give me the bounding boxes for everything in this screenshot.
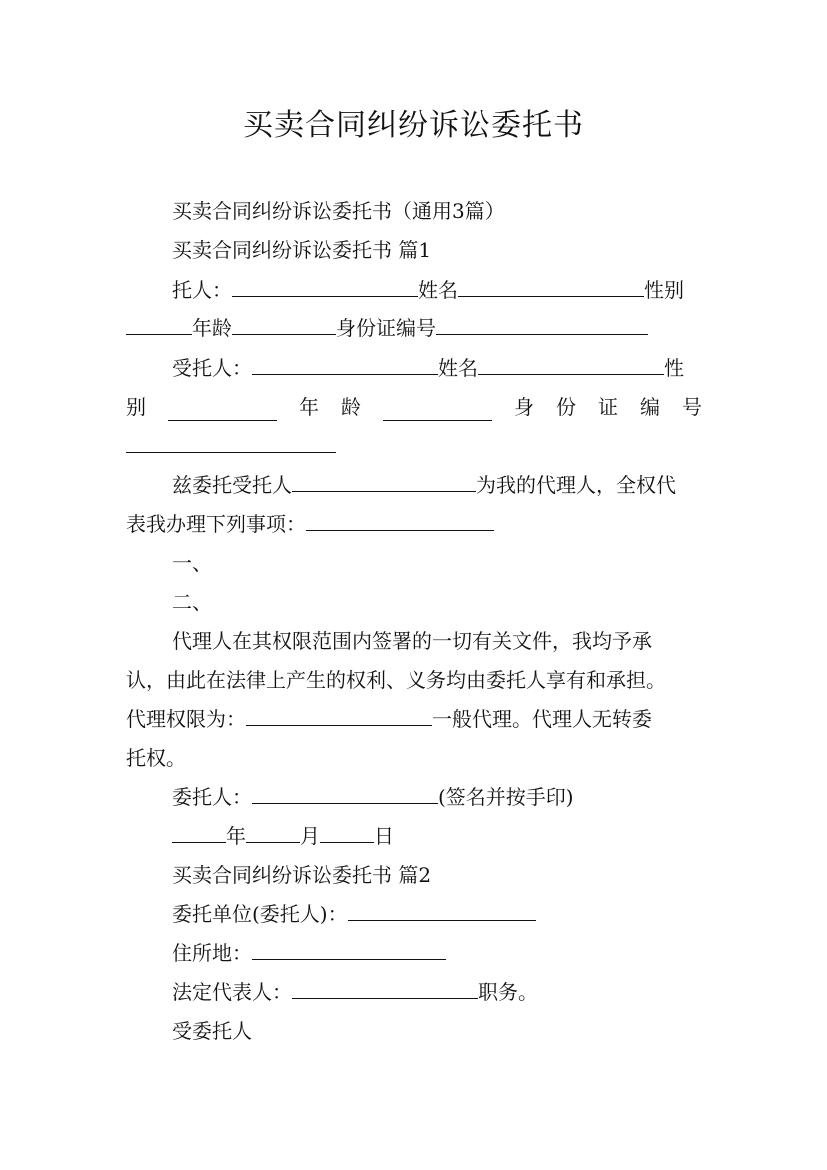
authority-text: 一般代理。代理人无转委 xyxy=(432,707,652,731)
agent-id-char-3: 证 xyxy=(598,395,618,419)
item-1: 一、 xyxy=(172,551,212,575)
month-blank xyxy=(246,822,300,843)
principal-blank xyxy=(232,276,418,297)
authority-line xyxy=(126,705,652,733)
agent-id-char-4: 编 xyxy=(640,395,660,419)
agent-id-char-1: 身 xyxy=(514,395,534,419)
entrust-line xyxy=(172,471,676,499)
agent-id-char-2: 份 xyxy=(556,395,576,419)
agent-line-2 xyxy=(126,393,702,421)
address-line xyxy=(172,939,446,967)
age-label: 年龄 xyxy=(192,316,232,340)
year-label: 年 xyxy=(226,824,246,848)
month-label: 月 xyxy=(300,824,320,848)
authority-blank xyxy=(246,705,432,726)
item-2: 二、 xyxy=(172,590,212,614)
entrust-label: 兹委托受托人 xyxy=(172,473,292,497)
sign-note: (签名并按手印) xyxy=(438,785,574,809)
day-blank xyxy=(320,822,374,843)
matters-label: 表我办理下列事项： xyxy=(126,512,306,536)
day-label: 日 xyxy=(374,824,394,848)
unit-line xyxy=(172,900,536,928)
id-number-label: 身份证编号 xyxy=(336,316,436,340)
matters-blank xyxy=(306,510,494,531)
agent-label: 受托人： xyxy=(172,356,252,380)
document-title: 买卖合同纠纷诉讼委托书 xyxy=(243,108,584,143)
name-blank xyxy=(458,276,644,297)
name-label: 姓名 xyxy=(418,278,458,302)
paragraph-line-2: 认，由此在法律上产生的权利、义务均由委托人享有和承担。 xyxy=(126,668,666,692)
agent-age-blank xyxy=(383,400,492,421)
id-number-blank xyxy=(436,314,648,335)
doc-subtitle: 买卖合同纠纷诉讼委托书（通用3篇） xyxy=(172,199,505,223)
agent-blank xyxy=(252,354,438,375)
agent-line xyxy=(172,354,684,382)
principal-label: 托人： xyxy=(172,278,232,302)
principal-line xyxy=(172,276,684,304)
gender-label: 性别 xyxy=(644,278,684,302)
agent-gender-blank xyxy=(168,400,277,421)
paragraph-line-1: 代理人在其权限范围内签署的一切有关文件，我均予承 xyxy=(172,629,652,653)
client-blank xyxy=(252,783,438,804)
age-blank xyxy=(232,314,336,335)
agent-gender-label-part2: 别 xyxy=(126,395,146,419)
unit-blank xyxy=(348,900,536,921)
delegated-line: 受委托人 xyxy=(172,1019,252,1043)
year-blank xyxy=(172,822,226,843)
agent-age-char-1: 年 xyxy=(299,395,319,419)
representative-label: 法定代表人： xyxy=(172,980,292,1004)
gender-blank xyxy=(126,314,192,335)
principal-line-2 xyxy=(126,314,648,342)
agent-id-char-5: 号 xyxy=(682,395,702,419)
representative-line xyxy=(172,978,538,1006)
position-label: 职务。 xyxy=(478,980,538,1004)
date-line xyxy=(172,822,394,850)
agent-id-line xyxy=(126,432,336,460)
signature-line xyxy=(172,783,574,811)
unit-label: 委托单位(委托人)： xyxy=(172,902,348,926)
section-heading-1: 买卖合同纠纷诉讼委托书 篇1 xyxy=(172,238,432,262)
address-blank xyxy=(252,939,446,960)
entrust-text: 为我的代理人，全权代 xyxy=(476,473,676,497)
agent-id-blank xyxy=(126,432,336,453)
agent-gender-label-part1: 性 xyxy=(664,356,684,380)
agent-name-blank xyxy=(478,354,664,375)
agent-name-label: 姓名 xyxy=(438,356,478,380)
authority-label: 代理权限为： xyxy=(126,707,246,731)
authority-line-2: 托权。 xyxy=(126,746,186,770)
matters-line xyxy=(126,510,494,538)
representative-blank xyxy=(292,978,478,999)
client-label: 委托人： xyxy=(172,785,252,809)
address-label: 住所地： xyxy=(172,941,252,965)
section-heading-2: 买卖合同纠纷诉讼委托书 篇2 xyxy=(172,863,432,887)
agent-age-char-2: 龄 xyxy=(341,395,361,419)
entrust-blank xyxy=(292,471,476,492)
